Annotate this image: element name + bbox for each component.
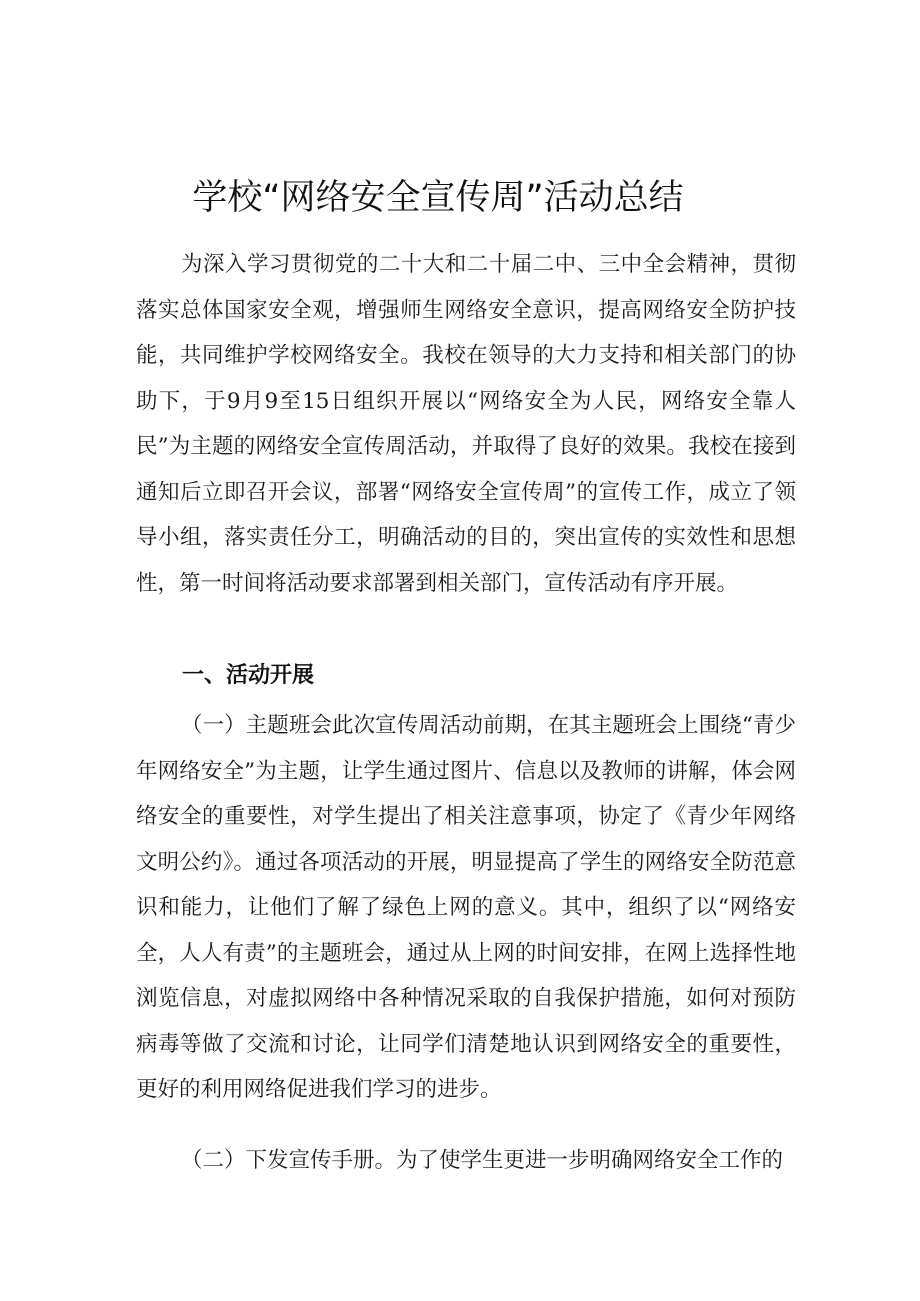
item-paragraph-theme-class-meeting: （一）主题班会此次宣传周活动前期，在其主题班会上围绕“青少年网络安全”为主题，让学生通过图片、信息以及教师的讲解，体会网络安全的重要性，对学生提出了相关注意事项，协定了《青少年网络文明公约》。通过各项活动的开展，明显提高了学生的网络安全防范意识和能力，让他们了解了绿色上网的意义。其中，组织了以“网络安全，人人有责”的主题班会，通过从上网的时间安排，在网上选择性地浏览信息，对虚拟网络中各种情况采取的自我保护措施，如何对预防病毒等做了交流和讨论，让同学们清楚地认识到网络安全的重要性，更好的利用网络促进我们学习的进步。 bbox=[136, 713, 796, 1102]
item-paragraph-handbook: （二）下发宣传手册。为了使学生更进一步明确网络安全工作的 bbox=[181, 1148, 784, 1173]
section-heading-activities: 一、活动开展 bbox=[182, 663, 315, 688]
document-title: 学校“网络安全宣传周”活动总结 bbox=[192, 178, 684, 218]
intro-paragraph: 为深入学习贯彻党的二十大和二十届二中、三中全会精神，贯彻落实总体国家安全观，增强师生网络安全意识，提高网络安全防护技能，共同维护学校网络安全。我校在领导的大力支持和相关部门的协助下，于9月9至15日组织开展以“网络安全为人民，网络安全靠人民”为主题的网络安全宣传周活动，并取得了良好的效果。我校在接到通知后立即召开会议，部署“网络安全宣传周”的宣传工作，成立了领导小组，落实责任分工，明确活动的目的，突出宣传的实效性和思想性，第一时间将活动要求部署到相关部门，宣传活动有序开展。 bbox=[136, 252, 796, 596]
